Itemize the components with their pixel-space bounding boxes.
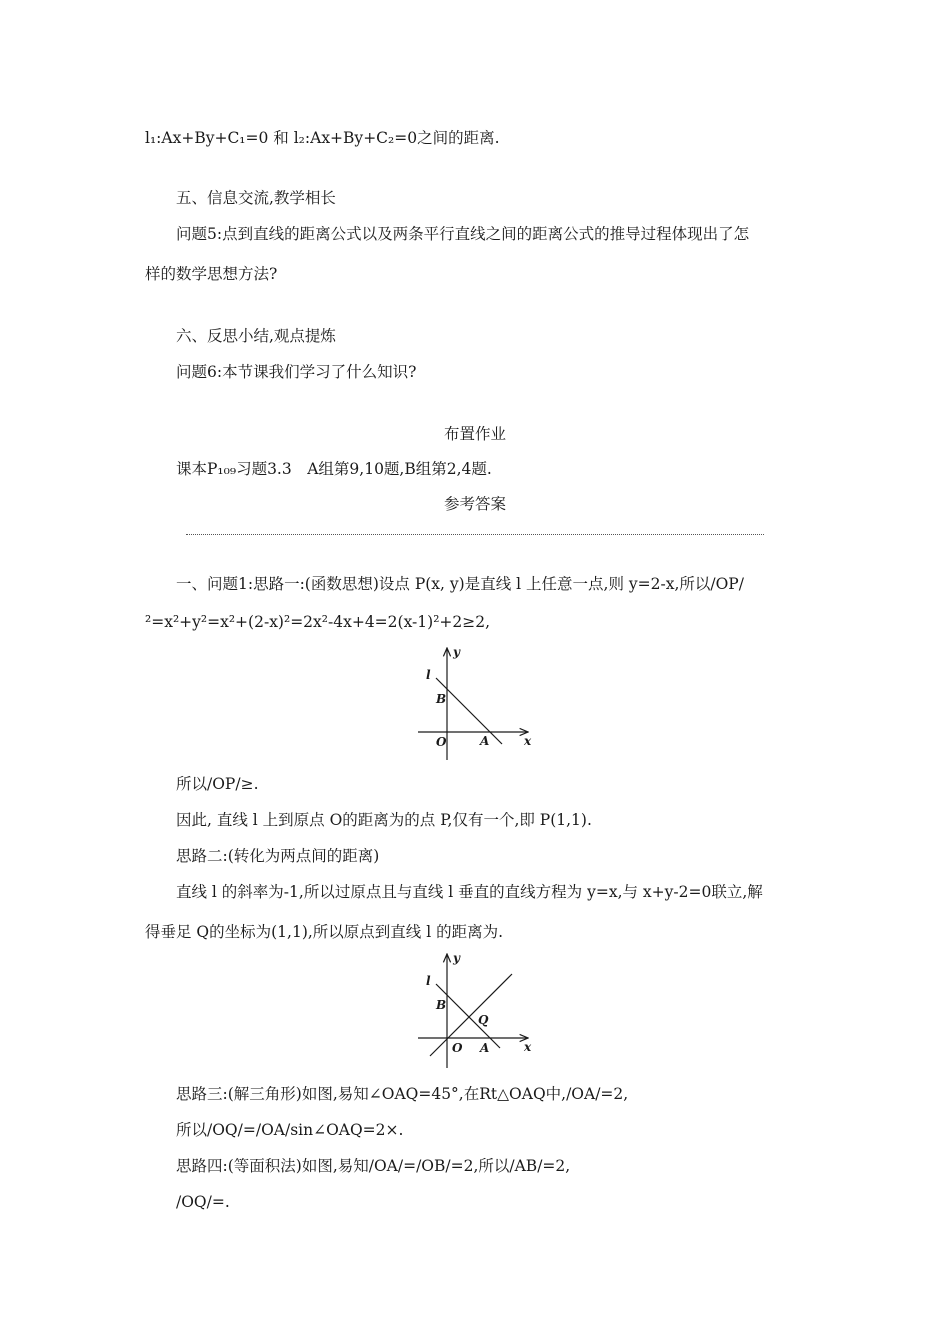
figure-1 — [410, 640, 540, 765]
answer-line-7: 得垂足 Q的坐标为(1,1),所以原点到直线 l 的距离为. — [145, 923, 504, 941]
fig1-label-a: A — [480, 734, 490, 748]
fig1-label-y: y — [453, 645, 460, 659]
fig2-label-o: O — [452, 1041, 463, 1055]
fig1-label-l: l — [426, 668, 431, 682]
fig2-label-y: y — [453, 951, 460, 965]
figure-2 — [410, 948, 540, 1073]
question-5-line-2: 样的数学思想方法? — [145, 265, 278, 283]
answer-line-2: ²=x²+y²=x²+(2-x)²=2x²-4x+4=2(x-1)²+2≥2, — [145, 613, 491, 631]
answer-line-8: 思路三:(解三角形)如图,易知∠OAQ=45°,在Rt△OAQ中,/OA/=2, — [176, 1085, 629, 1103]
fig2-label-l: l — [426, 974, 431, 988]
fig1-label-b: B — [436, 692, 447, 706]
section-heading-6: 六、反思小结,观点提炼 — [176, 327, 336, 345]
answer-line-6: 直线 l 的斜率为-1,所以过原点且与直线 l 垂直的直线方程为 y=x,与 x+y-2=0联立,解 — [176, 883, 763, 901]
fig1-label-o: O — [436, 735, 447, 749]
fig2-label-x: x — [524, 1040, 532, 1054]
dotted-separator — [186, 534, 764, 535]
answer-line-3: 所以/OP/≥. — [176, 775, 259, 793]
answer-line-10: 思路四:(等面积法)如图,易知/OA/=/OB/=2,所以/AB/=2, — [176, 1157, 571, 1175]
text-line-parallel-lines: l₁:Ax+By+C₁=0 和 l₂:Ax+By+C₂=0之间的距离. — [145, 129, 500, 147]
fig2-label-a: A — [480, 1041, 490, 1055]
fig2-label-b: B — [436, 998, 447, 1012]
homework-text: 课本P₁₀₉习题3.3 A组第9,10题,B组第2,4题. — [176, 460, 492, 478]
answer-line-4: 因此, 直线 l 上到原点 O的距离为的点 P,仅有一个,即 P(1,1). — [176, 811, 592, 829]
section-heading-5: 五、信息交流,教学相长 — [176, 189, 336, 207]
question-5-line-1: 问题5:点到直线的距离公式以及两条平行直线之间的距离公式的推导过程体现出了怎 — [176, 225, 750, 243]
fig2-label-q: Q — [478, 1013, 489, 1027]
homework-title: 布置作业 — [443, 425, 506, 443]
answers-title: 参考答案 — [443, 495, 506, 513]
answer-line-1: 一、问题1:思路一:(函数思想)设点 P(x, y)是直线 l 上任意一点,则 y=2-x,所以/OP/ — [176, 575, 744, 593]
answer-line-5: 思路二:(转化为两点间的距离) — [176, 847, 380, 865]
answer-line-9: 所以/OQ/=/OA/sin∠OAQ=2×. — [176, 1121, 404, 1139]
question-6: 问题6:本节课我们学习了什么知识? — [176, 363, 417, 381]
answer-line-11: /OQ/=. — [176, 1193, 230, 1211]
fig1-label-x: x — [524, 734, 532, 748]
